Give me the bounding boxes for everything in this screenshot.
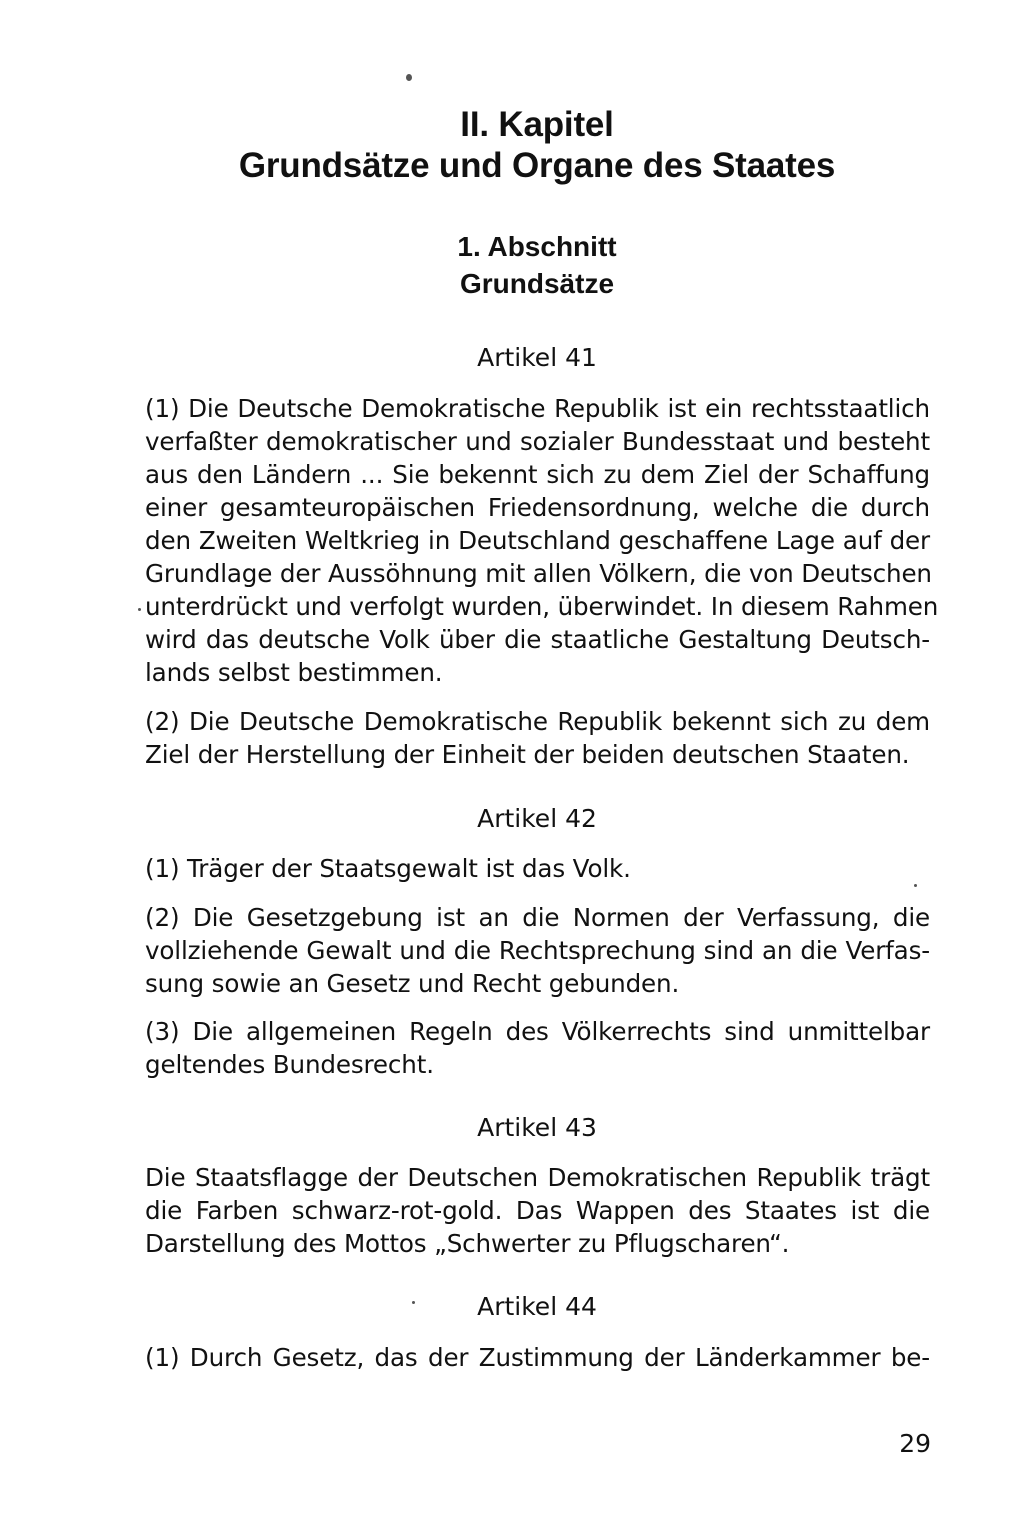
article-44-paragraph-1: [145, 1341, 930, 1374]
text-line: aus den Ländern ... Sie bekennt sich zu dem Ziel der Schaffung: [145, 460, 930, 489]
scan-speck: [138, 608, 141, 611]
article-43-paragraph-1: [145, 1161, 930, 1260]
article-42-paragraph-1: [145, 852, 930, 885]
text-line: (2) Die Deutsche Demokratische Republik bekennt sich zu dem: [145, 707, 930, 736]
scan-speck: [406, 74, 412, 81]
text-line: Ziel der Herstellung der Einheit der beiden deutschen Staaten.: [145, 740, 910, 769]
text-line: die Farben schwarz-rot-gold. Das Wappen des Staates ist die: [145, 1196, 930, 1225]
text-line: unterdrückt und verfolgt wurden, überwindet. In diesem Rahmen: [145, 592, 939, 621]
article-44-heading: Artikel 44: [477, 1292, 597, 1321]
text-line: Grundlage der Aussöhnung mit allen Völkern, die von Deutschen: [145, 559, 932, 588]
section-title: Grundsätze: [459, 268, 615, 299]
article-41-paragraph-2: [145, 705, 930, 771]
text-line: verfaßter demokratischer und sozialer Bundesstaat und besteht: [145, 427, 930, 456]
article-42-paragraph-3: [145, 1015, 930, 1081]
chapter-title: Grundsätze und Organe des Staates: [238, 146, 836, 185]
text-line: den Zweiten Weltkrieg in Deutschland geschaffene Lage auf der: [145, 526, 930, 555]
chapter-number: II. Kapitel: [460, 105, 614, 144]
text-line: lands selbst bestimmen.: [145, 658, 443, 687]
article-43-heading: Artikel 43: [477, 1113, 597, 1142]
text-line: Die Staatsflagge der Deutschen Demokratischen Republik trägt: [145, 1163, 930, 1192]
scan-speck: [412, 1301, 415, 1304]
scan-speck: [914, 884, 917, 887]
page-number: 29: [899, 1429, 931, 1458]
article-42-paragraph-2: [145, 901, 930, 1000]
article-41-paragraph-1: [145, 392, 939, 689]
text-line: geltendes Bundesrecht.: [145, 1050, 434, 1079]
article-42-heading: Artikel 42: [477, 804, 597, 833]
text-line: vollziehende Gewalt und die Rechtsprechung sind an die Verfas-: [145, 936, 930, 965]
text-line: wird das deutsche Volk über die staatliche Gestaltung Deutsch-: [145, 625, 930, 654]
section-number: 1. Abschnitt: [457, 231, 617, 262]
text-line: (2) Die Gesetzgebung ist an die Normen der Verfassung, die: [145, 903, 930, 932]
text-line: (1) Die Deutsche Demokratische Republik ist ein rechtsstaatlich: [145, 394, 930, 423]
article-41-heading: Artikel 41: [477, 343, 597, 372]
text-line: (1) Durch Gesetz, das der Zustimmung der Länderkammer be-: [145, 1343, 930, 1372]
text-line: Darstellung des Mottos „Schwerter zu Pflugscharen“.: [145, 1229, 790, 1258]
text-line: (3) Die allgemeinen Regeln des Völkerrechts sind unmittelbar: [145, 1017, 930, 1046]
text-line: (1) Träger der Staatsgewalt ist das Volk.: [145, 854, 631, 883]
text-line: sung sowie an Gesetz und Recht gebunden.: [145, 969, 680, 998]
text-line: einer gesamteuropäischen Friedensordnung, welche die durch: [145, 493, 930, 522]
